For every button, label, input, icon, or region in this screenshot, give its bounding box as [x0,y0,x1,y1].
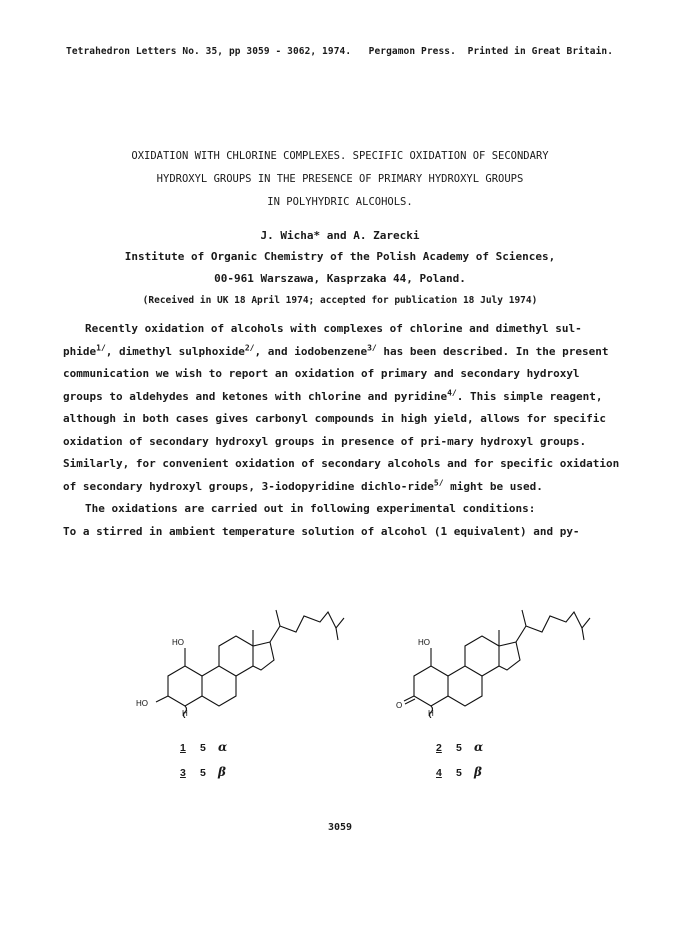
structure-ketone [392,598,622,718]
title-line-2: HYDROXYL GROUPS IN THE PRESENCE OF PRIMARY HYDROXYL GROUPS [156,173,524,185]
compound-number: 3 [180,767,186,779]
compound-config: β [218,765,226,779]
reference-4: 4/ [447,387,457,397]
institution-line-1: Institute of Organic Chemistry of the Polish Academy of Sciences, [124,250,556,263]
reference-1: 1/ [96,342,106,352]
atom-label-ho-19: HO [172,638,184,647]
body-text [63,318,623,543]
compound-number: 4 [436,767,442,779]
compound-label-2 [436,740,483,754]
reference-2: 2/ [244,342,255,352]
journal-citation: Tetrahedron Letters No. 35, pp 3059 - 3062, 1974. [66,46,352,57]
compound-number: 1 [180,742,186,754]
institution-line-2: 00-961 Warszawa, Kasprzaka 44, Poland. [214,272,466,285]
paragraph-2: The oxidations are carried out in following experimental conditions: [85,502,536,515]
compound-position: 5 [200,742,206,754]
publisher: Pergamon Press. [368,46,456,57]
title-line-3: IN POLYHYDRIC ALCOHOLS. [267,196,413,208]
compound-position: 5 [200,767,206,779]
atom-label-h-5: H [182,709,188,718]
authors: J. Wicha* and A. Zarecki [260,229,420,242]
atom-label-ho-3: HO [136,699,148,708]
compound-number: 2 [436,742,442,754]
title-line-1: OXIDATION WITH CHLORINE COMPLEXES. SPECIFIC OXIDATION OF SECONDARY [131,150,549,162]
compound-config: β [474,765,482,779]
compound-label-4 [436,765,482,779]
compound-label-1 [180,740,227,754]
reference-3: 3/ [367,342,377,352]
atom-label-h-5: H [428,709,434,718]
reference-5: 5/ [433,477,444,487]
atom-label-o-3: O [396,701,403,710]
compound-position: 5 [456,742,462,754]
paragraph-1: Recently oxidation of alcohols with complexes of chlorine and dimethyl sul-phide$^{1/}$, dimethyl sulphoxide$^{2/}$, and iodobenzene$^{3/}$ has been described. In the present communication we wish to report an oxidation of primary and secondary hydroxyl groups to aldehydes and ketones with chlorine and pyridine$^{4/}$. This simple reagent, although in both cases gives carbonyl compounds in high yield, allows for specific oxidation of secondary hydroxyl groups in presence of pri-mary hydroxyl groups. Similarly, for convenient oxidation of secondary alcohols and for specific oxidation of secondary hydroxyl groups, 3-iodopyridine dichlo-ride$^{5/}$ might be used. [63,322,620,493]
compound-label-3 [180,765,226,779]
page-number: 3059 [327,822,353,833]
structure-diol [120,598,350,718]
running-header [66,46,613,57]
compound-config: α [218,740,228,754]
received-dates: (Received in UK 18 April 1974; accepted for publication 18 July 1974) [142,295,538,306]
atom-label-ho-19: HO [418,638,430,647]
compound-position: 5 [456,767,462,779]
compound-config: α [474,740,484,754]
printed-note: Printed in Great Britain. [467,46,614,57]
paragraph-3: To a stirred in ambient temperature solution of alcohol (1 equivalent) and py- [63,524,580,538]
